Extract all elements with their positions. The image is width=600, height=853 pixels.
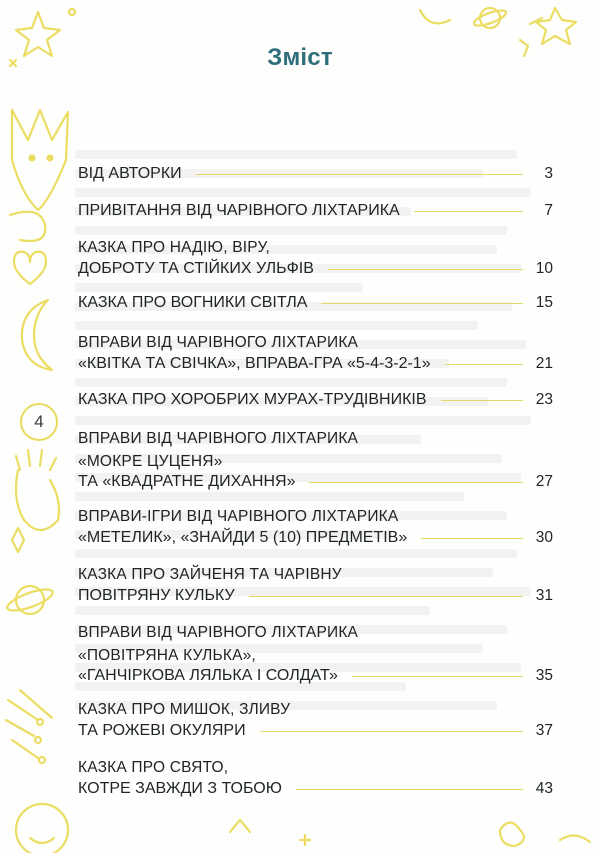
toc-leader-line bbox=[260, 731, 523, 732]
toc-leader-line bbox=[414, 211, 523, 212]
moon-doodle bbox=[22, 300, 52, 370]
toc-entry[interactable] bbox=[78, 202, 553, 220]
toc-page-number: 7 bbox=[544, 202, 553, 219]
toc-entry-title: «КВІТКА ТА СВІЧКА», ВПРАВА-ГРА «5-4-3-2-1» bbox=[78, 354, 431, 372]
toc-leader-line bbox=[441, 400, 523, 401]
toc-entry-title: КАЗКА ПРО ВОГНИКИ СВІТЛА bbox=[78, 294, 308, 311]
toc-entry-title: ТА «КВАДРАТНЕ ДИХАННЯ» bbox=[78, 473, 296, 490]
toc-entry-title-line: КАЗКА ПРО СВЯТО, bbox=[78, 759, 229, 776]
toc-entry-title: ПОВІТРЯНУ КУЛЬКУ bbox=[78, 586, 235, 604]
toc-leader-line bbox=[445, 364, 523, 365]
toc-page-number: 30 bbox=[535, 528, 553, 546]
toc-page-number: 35 bbox=[535, 667, 553, 684]
toc-page-number: 23 bbox=[535, 391, 553, 408]
toc-entry-title: «МЕТЕЛИК», «ЗНАЙДИ 5 (10) ПРЕДМЕТІВ» bbox=[78, 528, 408, 546]
toc-entry[interactable] bbox=[78, 757, 553, 798]
toc-entry-title: ВІД АВТОРКИ bbox=[78, 165, 182, 182]
toc-entry-title-line: ВПРАВИ ВІД ЧАРІВНОГО ЛІХТАРИКА bbox=[78, 624, 359, 641]
toc-leader-line bbox=[328, 269, 523, 270]
fox-doodle bbox=[12, 110, 68, 210]
heart-doodle bbox=[14, 252, 46, 284]
toc-entry-title-line: «МОКРЕ ЦУЦЕНЯ» bbox=[78, 452, 223, 470]
toc-page-number: 37 bbox=[535, 721, 553, 739]
toc-entry[interactable] bbox=[78, 237, 553, 278]
toc-entry-title: КАЗКА ПРО ХОРОБРИХ МУРАХ-ТРУДІВНИКІВ bbox=[78, 391, 427, 408]
toc-entry-title-line: КАЗКА ПРО ЗАЙЧЕНЯ ТА ЧАРІВНУ bbox=[78, 566, 342, 583]
toc-entry[interactable] bbox=[78, 699, 553, 740]
toc-leader-line bbox=[196, 174, 523, 175]
toc-entry-title: «ГАНЧІРКОВА ЛЯЛЬКА І СОЛДАТ» bbox=[78, 667, 338, 684]
toc-entry-title-line: «ПОВІТРЯНА КУЛЬКА», bbox=[78, 646, 256, 664]
toc-leader-line bbox=[249, 596, 523, 597]
toc-entry[interactable] bbox=[78, 506, 553, 547]
toc-page-number: 21 bbox=[535, 354, 553, 372]
toc-leader-line bbox=[296, 789, 523, 790]
sparkle-doodle bbox=[12, 528, 24, 552]
toc-leader-line bbox=[421, 538, 523, 539]
toc-entry-title-line: КАЗКА ПРО НАДІЮ, ВІРУ, bbox=[78, 239, 270, 256]
toc-entry-title: ПРИВІТАННЯ ВІД ЧАРІВНОГО ЛІХТАРИКА bbox=[78, 202, 400, 219]
toc-entry-title: ТА РОЖЕВІ ОКУЛЯРИ bbox=[78, 721, 246, 739]
toc-entry-title-line: ВПРАВИ ВІД ЧАРІВНОГО ЛІХТАРИКА bbox=[78, 430, 359, 447]
toc-entry-title-line: КАЗКА ПРО МИШОК, ЗЛИВУ bbox=[78, 701, 291, 718]
toc-entry-title-line: ВПРАВИ-ІГРИ ВІД ЧАРІВНОГО ЛІХТАРИКА bbox=[78, 508, 399, 525]
toc-page-number: 3 bbox=[544, 165, 553, 182]
toc-entry[interactable] bbox=[78, 332, 553, 373]
toc-entry-title: КОТРЕ ЗАВЖДИ З ТОБОЮ bbox=[78, 779, 282, 797]
toc-entry[interactable] bbox=[78, 622, 553, 685]
toc-leader-line bbox=[309, 482, 523, 483]
toc-entry[interactable] bbox=[78, 294, 553, 312]
page-number-badge: 4 bbox=[20, 403, 58, 441]
toc-entry[interactable] bbox=[78, 391, 553, 409]
page-title: Зміст bbox=[267, 44, 333, 71]
toc-page-number: 31 bbox=[535, 586, 553, 604]
toc-entry[interactable] bbox=[78, 428, 553, 491]
toc-leader-line bbox=[352, 676, 523, 677]
toc-page-number: 10 bbox=[535, 259, 553, 277]
toc-entry[interactable] bbox=[78, 165, 553, 183]
toc-entry-title-line: ВПРАВИ ВІД ЧАРІВНОГО ЛІХТАРИКА bbox=[78, 334, 359, 351]
toc-leader-line bbox=[321, 303, 523, 304]
toc-page-number: 43 bbox=[535, 779, 553, 797]
toc-entry-title: ДОБРОТУ ТА СТІЙКИХ УЛЬФІВ bbox=[78, 259, 314, 277]
toc-entry[interactable] bbox=[78, 564, 553, 605]
toc-page-number: 27 bbox=[535, 473, 553, 490]
toc-page-number: 15 bbox=[535, 294, 553, 311]
